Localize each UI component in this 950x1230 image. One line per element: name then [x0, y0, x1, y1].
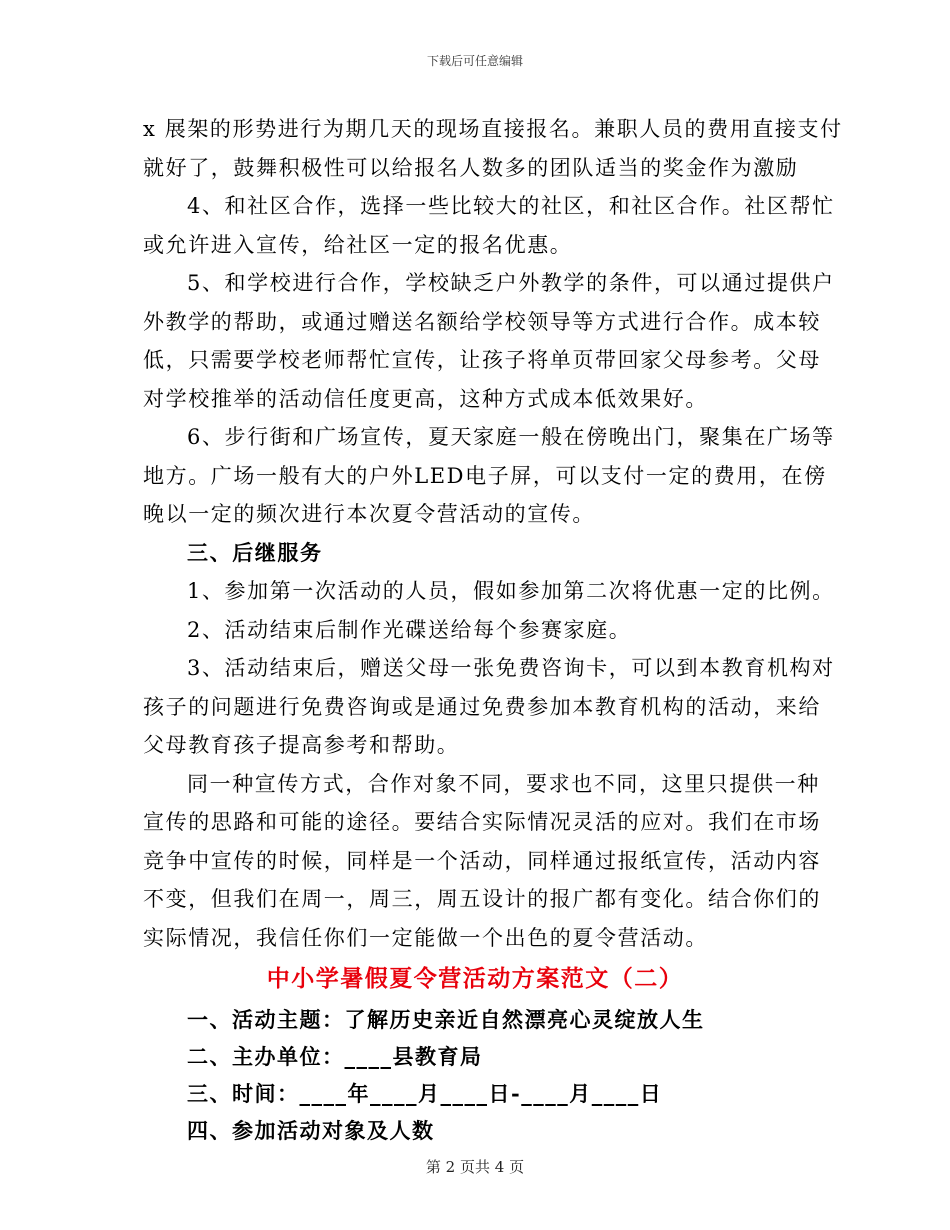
text-line: 实际情况，我信任你们一定能做一个出色的夏令营活动。	[143, 925, 708, 950]
paragraph	[143, 110, 843, 187]
text-line: 低，只需要学校老师帮忙宣传，让孩子将单页带回家父母参考。父母	[143, 348, 821, 372]
document-body	[143, 110, 843, 1149]
item-heading: 一、活动主题：了解历史亲近自然漂亮心灵绽放人生	[187, 1007, 705, 1032]
paragraph	[143, 765, 821, 958]
text-line: 2、活动结束后制作光碟送给每个参赛家庭。	[187, 617, 632, 642]
section-heading: 三、后继服务	[187, 539, 323, 565]
text-line: 父母教育孩子提高参考和帮助。	[143, 733, 460, 757]
paragraph	[143, 264, 835, 418]
paragraph	[143, 572, 835, 611]
page-header: 下载后可任意编辑	[426, 54, 523, 68]
paragraph	[143, 418, 835, 534]
text-line: 4、和社区合作，选择一些比较大的社区，和社区合作。社区帮忙	[187, 194, 835, 218]
text-line: 6、步行街和广场宣传，夏天家庭一般在傍晚出门，聚集在广场等	[187, 425, 835, 449]
text-line: 同一种宣传方式，合作对象不同，要求也不同，这里只提供一种	[187, 771, 820, 796]
text-line: 不变，但我们在周一，周三，周五设计的报广都有变化。结合你们的	[143, 887, 821, 911]
text-line: 或允许进入宣传，给社区一定的报名优惠。	[143, 232, 573, 257]
paragraph	[143, 649, 835, 765]
text-line: 宣传的思路和可能的途径。要结合实际情况灵活的应对。我们在市场	[143, 810, 821, 834]
item-heading: 二、主办单位：____县教育局	[187, 1044, 483, 1069]
item-heading: 三、时间：____年____月____日-____月____日	[187, 1081, 663, 1106]
text-line: 晚以一定的频次进行本次夏令营活动的宣传。	[143, 502, 595, 526]
text-line: 地方。广场一般有大的户外LED电子屏，可以支付一定的费用，在傍	[143, 463, 827, 488]
text-line: x 展架的形势进行为期几天的现场直接报名。兼职人员的费用直接支付	[143, 117, 843, 141]
text-line: 5、和学校进行合作，学校缺乏户外教学的条件，可以通过提供户	[187, 271, 835, 295]
text-line: 3、活动结束后，赠送父母一张免费咨询卡，可以到本教育机构对	[187, 656, 835, 680]
document-title: 中小学暑假夏令营活动方案范文（二）	[266, 965, 684, 992]
item-heading: 四、参加活动对象及人数	[187, 1118, 435, 1143]
text-line: 1、参加第一次活动的人员，假如参加第二次将优惠一定的比例。	[187, 579, 835, 603]
paragraph	[143, 611, 807, 650]
page-footer: 第 2 页共 4 页	[425, 1158, 525, 1176]
text-line: 孩子的问题进行免费咨询或是通过免费参加本教育机构的活动，来给	[143, 694, 821, 719]
text-line: 就好了，鼓舞积极性可以给报名人数多的团队适当的奖金作为激励	[143, 155, 799, 180]
text-line: 外教学的帮助，或通过赠送名额给学校领导等方式进行合作。成本较	[143, 309, 821, 334]
text-line: 竞争中宣传的时候，同样是一个活动，同样通过报纸宣传，活动内容	[143, 848, 821, 873]
text-line: 对学校推举的活动信任度更高，这种方式成本低效果好。	[143, 386, 708, 411]
paragraph	[143, 187, 835, 264]
